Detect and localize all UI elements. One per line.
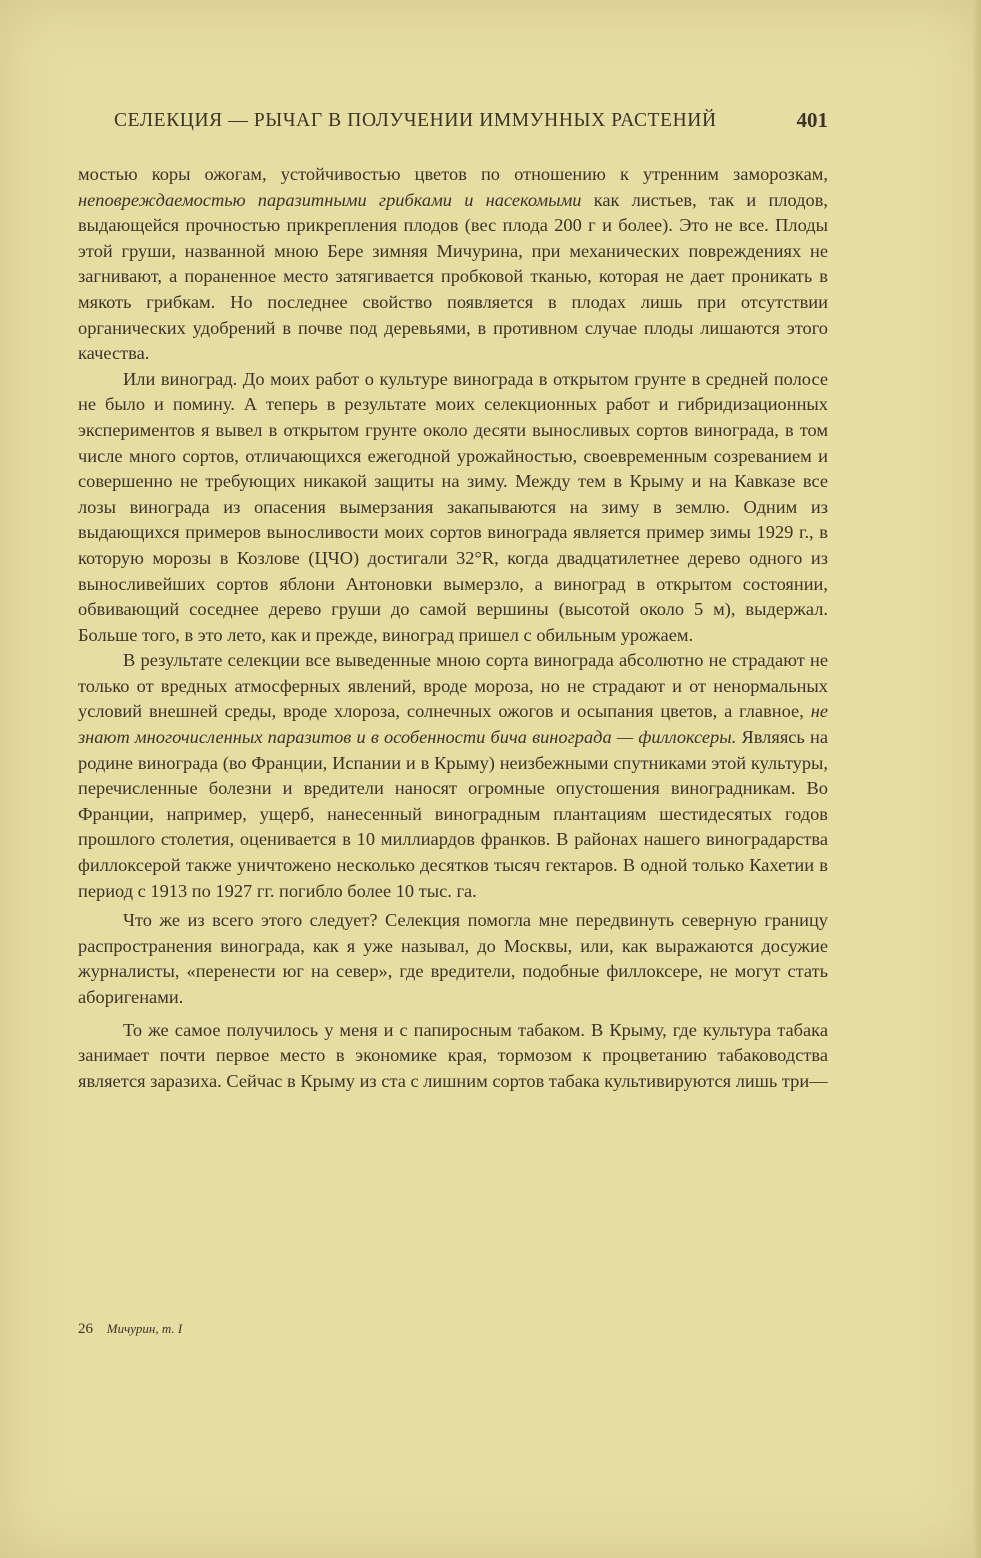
paragraph-4: Что же из всего этого следует? Селекция помогла мне передвинуть северную границу распространения винограда, как я уже называл, до Москвы, или, как выражаются досужие журналисты, «перенести юг на север», где вредители, подобные филлоксере, не могут стать аборигенами. (78, 910, 828, 1007)
running-head (114, 110, 828, 132)
paragraph-3-text-cont: Являясь на родине винограда (во Франции, Испании и в Крыму) неизбежными спутниками этой культуры, перечисленные болезни и вредители наносят огромные опустошения виноградникам. Во Франции, например, ущерб, нанесенный виноградным плантациям шестидесятых годов прошлого столетия, оценивается в 10 миллиардов франков. В районах нашего виноградарства филлоксерой также уничтожено несколько десятков тысяч гектаров. В одной только Кахетии в период с 1913 по 1927 гг. погибло более 10 тыс. га. (78, 727, 828, 901)
paragraph-3 (78, 648, 828, 904)
paragraph-1-text: мостью коры ожогам, устойчивостью цветов по отношению к утренним заморозкам, (78, 164, 828, 184)
footer-signature (78, 1321, 182, 1338)
edition-label: Мичурин, т. I (106, 1321, 183, 1336)
paragraph-5: То же самое получилось у меня и с папиросным табаком. В Крыму, где культура табака занимает почти первое место в экономике края, тормозом к процветанию табаководства является заразиха. Сейчас в Крыму из ста с лишним сортов табака культивируются лишь три— (78, 1019, 828, 1091)
paragraph-3-text: В результате селекции все выведенные мною сорта винограда абсолютно не страдают не только от вредных атмосферных явлений, вроде мороза, но не страдают и от ненормальных условий внешней среды, вроде хлороза, солнечных ожогов и осыпания цветов, а главное, (78, 650, 828, 722)
body-text (78, 162, 828, 1094)
page-number: 401 (796, 108, 828, 132)
paragraph-2: Или виноград. До моих работ о культуре винограда в открытом грунте в средней полосе не было и помину. А теперь в результате моих селекционных работ и гибридизационных экспериментов я вывел в открытом грунте около десяти выносливых сортов винограда, в том числе много сортов, отличающихся ежегодной урожайностью, своевременным созреванием и совершенно не требующих никакой защиты на зиму. Между тем в Крыму и на Кавказе все лозы винограда из опасения вымерзания закапываются на зиму в землю. Одним из выдающихся примеров выносливости моих сортов винограда является пример зимы 1929 г., в которую морозы в Козлове (ЦЧО) достигали 32°R, когда двадцатилетнее дерево одного из выносливейших сортов яблони Антоновки вымерзло, а виноград в открытом состоянии, обвивающий соседнее дерево груши до самой вершины (высотой около 5 м), выдержал. Больше того, в это лето, как и прежде, виноград пришел с обильным урожаем. (78, 368, 828, 645)
paragraph-1 (78, 162, 828, 367)
signature-mark: 26 (78, 1321, 93, 1337)
page-edge (973, 0, 981, 1558)
paragraph-1-text-cont: как листьев, так и плодов, выдающейся прочностью прикрепления плодов (вес плода 200 г и более). Это не все. Плоды этой груши, названной мною Бере зимняя Мичурина, при механических повреждениях не загнивают, а пораненное место затягивается пробковой тканью, которая не дает проникать в мякоть грибкам. Но последнее свойство появляется в плодах лишь при отсутствии органических удобрений в почве под деревьями, в противном случае плоды лишаются этого качества. (78, 189, 828, 364)
paragraph-1-emphasis: неповреждаемостью паразитными грибками и насекомыми (78, 189, 582, 210)
paragraph-3-emphasis: не знают многочисленных паразитов и в особенности бича винограда — филлоксеры. (78, 701, 828, 748)
running-head-title: СЕЛЕКЦИЯ — РЫЧАГ В ПОЛУЧЕНИИ ИММУННЫХ РАСТЕНИЙ (114, 110, 717, 131)
